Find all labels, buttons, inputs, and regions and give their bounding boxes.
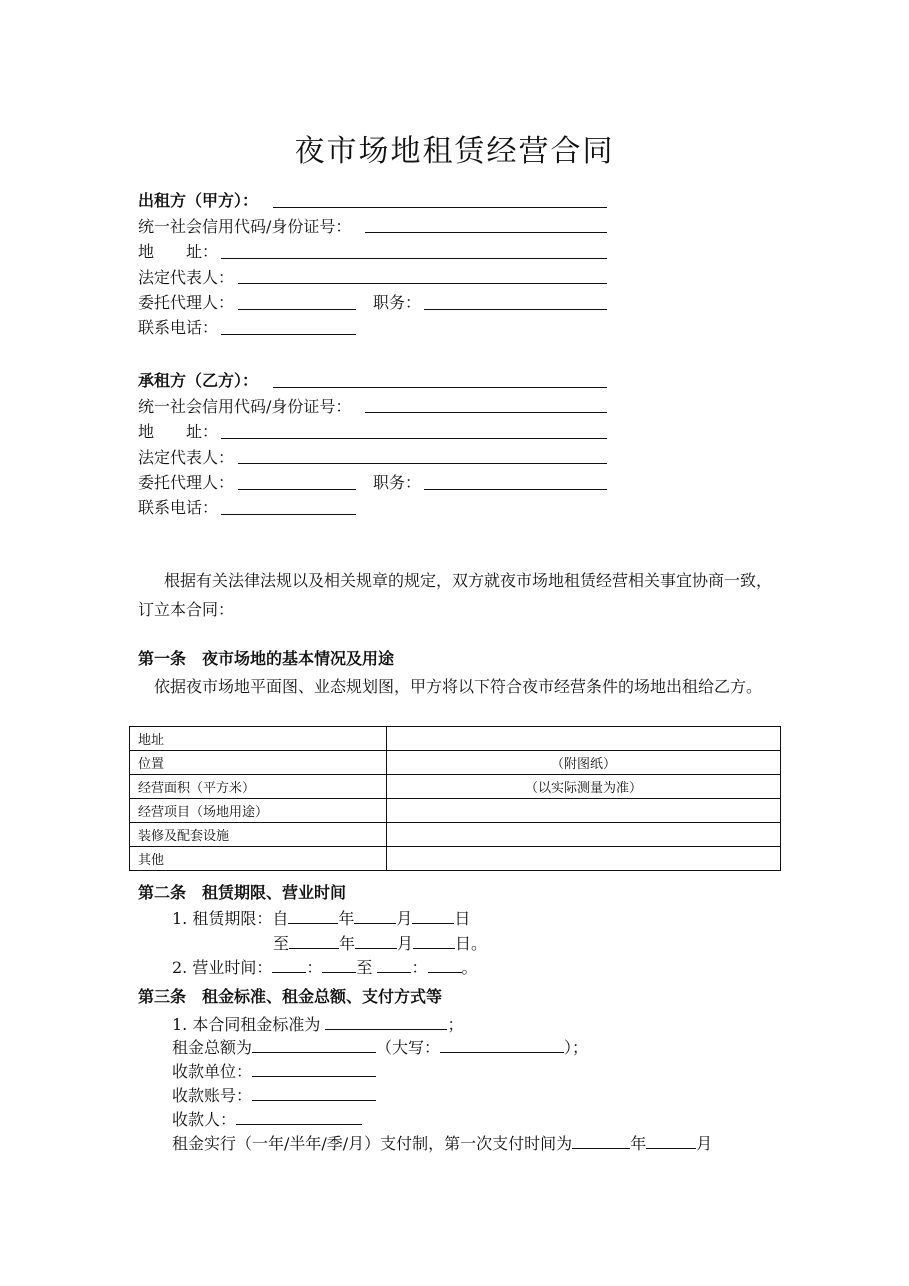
end-day-blank[interactable]: [413, 931, 455, 949]
open-hour-blank[interactable]: [272, 955, 306, 973]
year-label: 年: [630, 1134, 647, 1153]
colon-label: ：: [306, 958, 323, 977]
payee-label: 收款人：: [172, 1110, 237, 1129]
start-day-blank[interactable]: [412, 906, 454, 924]
table-value-cell[interactable]: [387, 847, 781, 871]
lessor-legal-rep-blank[interactable]: [238, 283, 607, 284]
table-label-cell: 地址: [130, 727, 387, 751]
rent-capital-blank[interactable]: [440, 1035, 564, 1053]
lessee-legal-rep-blank[interactable]: [238, 463, 607, 464]
payee-unit-label: 收款单位：: [172, 1062, 253, 1081]
lessee-agent-blank[interactable]: [238, 489, 356, 490]
lessor-credit-code-blank[interactable]: [365, 232, 607, 233]
table-label-cell: 位置: [130, 751, 387, 775]
article1-text: 依据夜市场地平面图、业态规划图，甲方将以下符合夜市经营条件的场地出租给乙方。: [154, 677, 763, 696]
lessor-name-blank[interactable]: [273, 207, 607, 208]
table-value-cell[interactable]: （附图纸）: [387, 751, 781, 775]
colon-label: ：: [411, 958, 428, 977]
payee-line: [172, 1107, 362, 1131]
table-row: [130, 727, 781, 751]
table-row: [130, 847, 781, 871]
year-label: 年: [338, 909, 355, 928]
payment-line: [172, 1131, 712, 1155]
lessee-position-blank[interactable]: [424, 489, 607, 490]
first-payment-year-blank[interactable]: [572, 1131, 630, 1149]
article1-heading: 第一条 夜市场地的基本情况及用途: [138, 649, 395, 668]
end-year-blank[interactable]: [289, 931, 339, 949]
lessor-address-label: 地 址：: [138, 242, 219, 261]
hours-to-label: 至: [356, 958, 373, 977]
lessee-phone-label: 联系电话：: [138, 498, 219, 517]
start-year-blank[interactable]: [288, 906, 338, 924]
payee-unit-blank[interactable]: [252, 1059, 376, 1077]
lessor-legal-rep-label: 法定代表人：: [138, 268, 235, 287]
rent-total-label: 租金总额为: [172, 1038, 253, 1057]
first-payment-month-blank[interactable]: [646, 1131, 696, 1149]
lessee-legal-rep-label: 法定代表人：: [138, 448, 235, 467]
rent-total-blank[interactable]: [252, 1035, 376, 1053]
lessee-agent-label: 委托代理人：: [138, 473, 235, 492]
table-value-cell[interactable]: [387, 799, 781, 823]
table-value-cell[interactable]: [387, 727, 781, 751]
lessee-credit-code-label: 统一社会信用代码/身份证号：: [138, 397, 352, 416]
lessor-agent-label: 委托代理人：: [138, 293, 235, 312]
article2-heading: 第二条 租赁期限、营业时间: [138, 883, 347, 902]
lessee-position-label: 职务：: [373, 473, 422, 492]
term-line-from: [172, 906, 470, 930]
table-label-cell: 装修及配套设施: [130, 823, 387, 847]
lessor-agent-blank[interactable]: [238, 309, 356, 310]
day-end-label: 日。: [455, 934, 488, 953]
lessee-phone-blank[interactable]: [221, 514, 356, 515]
lessee-heading: 承租方（乙方）：: [138, 371, 259, 390]
table-row: [130, 799, 781, 823]
rent-total-line: [172, 1035, 588, 1059]
year-label: 年: [339, 934, 356, 953]
payee-unit-line: [172, 1059, 376, 1083]
table-label-cell: 其他: [130, 847, 387, 871]
table-value-cell[interactable]: （以实际测量为准）: [387, 775, 781, 799]
lessee-address-blank[interactable]: [221, 438, 607, 439]
lessee-credit-code-blank[interactable]: [365, 412, 607, 413]
table-label-cell: 经营项目（场地用途）: [130, 799, 387, 823]
lessee-name-blank[interactable]: [273, 387, 607, 388]
lessor-position-blank[interactable]: [424, 309, 607, 310]
rent-standard-label: 1. 本合同租金标准为: [172, 1015, 321, 1034]
payee-blank[interactable]: [236, 1107, 362, 1125]
term-label: 1. 租赁期限：: [172, 909, 273, 928]
hours-label: 2. 营业时间：: [172, 958, 273, 977]
semicolon-label: ；: [447, 1015, 464, 1034]
day-label: 日: [454, 909, 471, 928]
end-month-blank[interactable]: [355, 931, 397, 949]
table-row: [130, 751, 781, 775]
lessor-heading: 出租方（甲方）：: [138, 191, 259, 210]
capital-end-label: ）；: [564, 1038, 589, 1057]
site-info-table: [129, 726, 781, 871]
table-row: [130, 775, 781, 799]
month-label: 月: [397, 934, 414, 953]
payment-label: 租金实行（一年/半年/季/月）支付制，第一次支付时间为: [172, 1134, 573, 1153]
period-label: 。: [461, 958, 478, 977]
preamble-text: 根据有关法律法规以及相关规章的规定，双方就夜市场地租赁经营相关事宜协商一致，订立本合同：: [138, 571, 773, 619]
payee-account-label: 收款账号：: [172, 1086, 253, 1105]
month-label: 月: [696, 1134, 713, 1153]
lessor-phone-blank[interactable]: [221, 334, 356, 335]
table-row: [130, 823, 781, 847]
month-label: 月: [396, 909, 413, 928]
from-label: 自: [272, 909, 289, 928]
hours-line: [172, 955, 478, 979]
payee-account-line: [172, 1083, 376, 1107]
open-minute-blank[interactable]: [322, 955, 356, 973]
rent-standard-blank[interactable]: [325, 1012, 447, 1030]
term-line-to: [273, 931, 487, 955]
article3-heading: 第三条 租金标准、租金总额、支付方式等: [138, 987, 443, 1006]
table-value-cell[interactable]: [387, 823, 781, 847]
lessor-address-blank[interactable]: [221, 258, 607, 259]
capital-label: （大写：: [376, 1038, 441, 1057]
lessor-position-label: 职务：: [373, 293, 422, 312]
start-month-blank[interactable]: [354, 906, 396, 924]
close-hour-blank[interactable]: [377, 955, 411, 973]
lessor-phone-label: 联系电话：: [138, 318, 219, 337]
table-label-cell: 经营面积（平方米）: [130, 775, 387, 799]
to-label: 至: [273, 934, 290, 953]
rent-standard-line: [172, 1012, 463, 1036]
close-minute-blank[interactable]: [428, 955, 462, 973]
page-title: 夜市场地租赁经营合同: [294, 134, 615, 169]
lessor-credit-code-label: 统一社会信用代码/身份证号：: [138, 217, 352, 236]
payee-account-blank[interactable]: [252, 1083, 376, 1101]
lessee-address-label: 地 址：: [138, 422, 219, 441]
